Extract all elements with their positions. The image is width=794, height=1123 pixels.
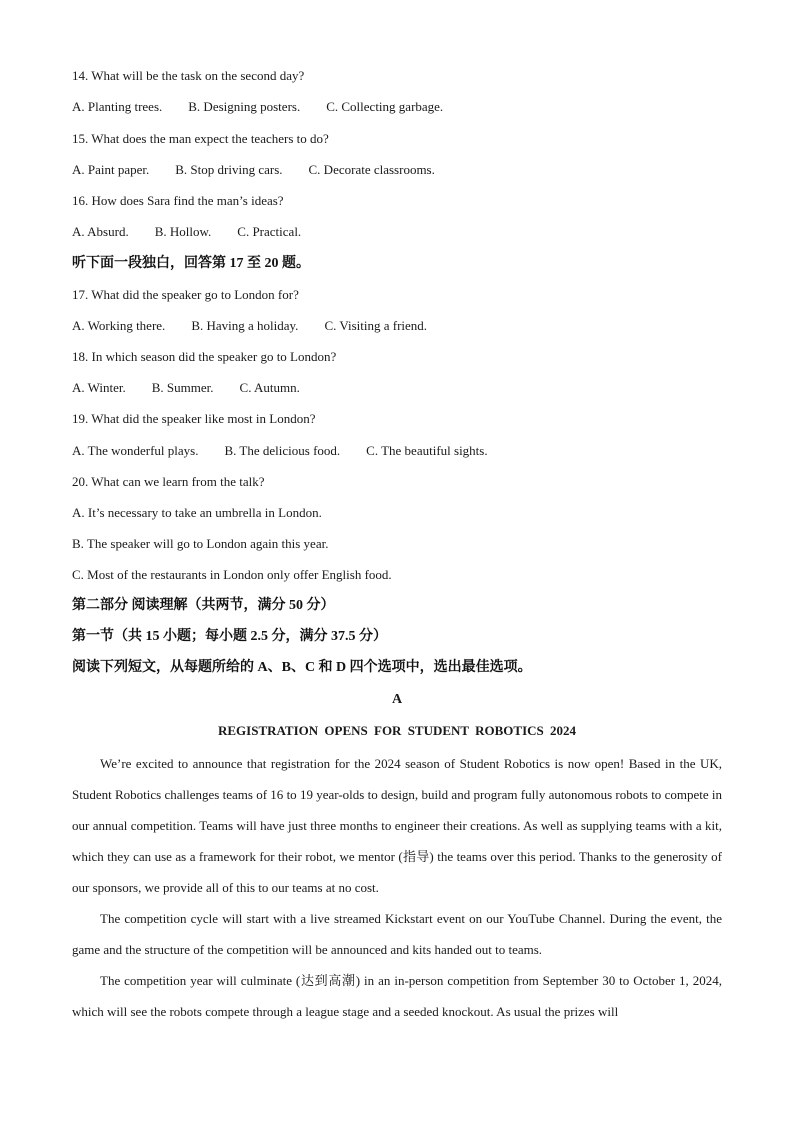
question-20-option-c: C. Most of the restaurants in London only offer English food. (72, 567, 392, 582)
question-19-options (72, 443, 488, 459)
option-a: A. Paint paper. (72, 162, 150, 177)
question-18: 18. In which season did the speaker go to London? (72, 349, 337, 364)
option-c: C. Decorate classrooms. (308, 162, 435, 177)
option-a: A. Winter. (72, 380, 126, 395)
question-16: 16. How does Sara find the man’s ideas? (72, 193, 284, 208)
option-c: C. Autumn. (239, 380, 300, 395)
option-b: B. Summer. (151, 380, 214, 395)
option-b: B. Stop driving cars. (175, 162, 283, 177)
question-20-option-b: B. The speaker will go to London again this year. (72, 536, 329, 551)
question-14-options (72, 99, 443, 115)
option-a: A. Planting trees. (72, 99, 163, 114)
option-c: C. Visiting a friend. (324, 318, 428, 333)
option-b: B. Hollow. (154, 224, 212, 239)
instruction-17-20: 听下面一段独白，回答第 17 至 20 题。 (72, 256, 310, 271)
option-c: C. Practical. (237, 224, 302, 239)
question-19: 19. What did the speaker like most in London? (72, 411, 316, 426)
option-b: B. The delicious food. (224, 443, 341, 458)
paragraph-2: The competition cycle will start with a live streamed Kickstart event on our YouTube Channel. During the event, the game and the structure of the competition will be announced and kits handed out to teams. (72, 911, 722, 957)
section-1-title: 第一节（共 15 小题；每小题 2.5 分，满分 37.5 分） (72, 629, 387, 644)
option-c: C. The beautiful sights. (366, 443, 488, 458)
paragraph-1: We’re excited to announce that registration for the 2024 season of Student Robotics is now open! Based in the UK, Student Robotics challenges teams of 16 to 19 year-olds to design, build and program fully autonomous robots to compete in our annual competition. Teams will have just three months to engineer their creations. As well as supplying teams with a kit, which they can use as a framework for their robot, we mentor (指导) the teams over this period. Thanks to the generosity of our sponsors, we provide all of this to our teams at no cost. (72, 756, 722, 895)
passage-letter: A (391, 692, 403, 707)
question-17: 17. What did the speaker go to London for? (72, 287, 299, 302)
option-a: A. Absurd. (72, 224, 129, 239)
question-15: 15. What does the man expect the teachers to do? (72, 131, 329, 146)
question-17-options (72, 318, 427, 334)
option-b: B. Having a holiday. (191, 318, 299, 333)
question-16-options (72, 224, 301, 240)
option-c: C. Collecting garbage. (326, 99, 444, 114)
paragraph-3: The competition year will culminate (达到高潮) in an in-person competition from September 30 to October 1, 2024, which will see the robots compete through a league stage and a seeded knockout. As usual the prizes will (72, 973, 722, 1019)
option-a: A. Working there. (72, 318, 166, 333)
question-18-options (72, 380, 300, 396)
part-2-title: 第二部分 阅读理解（共两节，满分 50 分） (72, 598, 335, 613)
question-14: 14. What will be the task on the second day? (72, 68, 305, 83)
question-15-options (72, 162, 435, 178)
passage-title: REGISTRATION OPENS FOR STUDENT ROBOTICS 2024 (217, 723, 576, 738)
question-20: 20. What can we learn from the talk? (72, 474, 265, 489)
option-b: B. Designing posters. (188, 99, 301, 114)
option-a: A. The wonderful plays. (72, 443, 199, 458)
reading-instruction: 阅读下列短文，从每题所给的 A、B、C 和 D 四个选项中，选出最佳选项。 (72, 660, 532, 675)
question-20-option-a: A. It’s necessary to take an umbrella in London. (72, 505, 322, 520)
